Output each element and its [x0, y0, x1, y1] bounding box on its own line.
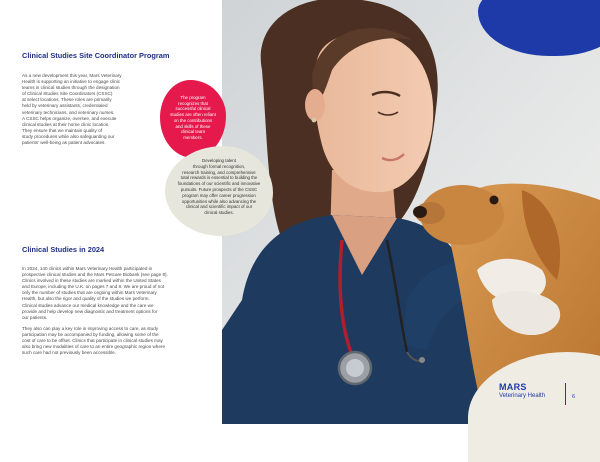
text-line: clinical and scientific impact of our	[185, 204, 253, 210]
text-line: recognizes that	[178, 100, 208, 106]
callout-red-text	[164, 95, 222, 141]
text-line: clinical team	[180, 129, 206, 135]
text-line: cost of care to be offset. Clinics that participate in clinical studies may	[22, 338, 163, 344]
clinical-studies-body	[22, 266, 222, 361]
text-line: opportunities while also advancing the	[181, 198, 257, 204]
text-line: participation may be accompanied by funding, allowing some of the	[22, 331, 159, 337]
text-line: studies are often reliant	[170, 112, 216, 118]
footer-divider	[565, 383, 566, 405]
text-line: and Europe, including the U.K. on pages 7 and 8. We are proud of not	[22, 284, 165, 290]
text-line: members.	[183, 134, 203, 140]
paragraph	[22, 326, 222, 356]
text-line: Health, but also the rigor and quality of the studies we perform.	[22, 296, 150, 302]
text-line: total rewards is essential to building the	[180, 175, 258, 181]
logo-wordmark: MARS	[499, 382, 527, 392]
section-heading-clinical-studies-2024: Clinical Studies in 2024	[22, 245, 105, 254]
text-line: of Clinical Studies Site Coordinators (CSSC)	[22, 91, 113, 97]
text-line: foundations of our scientific and innovative	[177, 181, 261, 187]
text-line: clinical studies.	[204, 210, 234, 216]
text-line: also bring new modalities of care to an entire geographic region where	[22, 344, 166, 350]
text-line: patients' well-being as patient advocates.	[22, 140, 106, 146]
text-line: teams in clinical studies through the designation	[22, 85, 120, 91]
text-line: and skills of these	[175, 123, 211, 129]
text-line: clinical studies at their home clinic location.	[22, 121, 110, 127]
text-line: Clinical studies advance our medical knowledge and the care we	[22, 302, 154, 308]
text-line: veterinary technicians, and veterinary nurses.	[22, 109, 115, 115]
text-line: only the number of studies that are ongoing within Mars Veterinary	[22, 290, 157, 296]
text-line: provide and help develop new diagnostic and treatment options for	[22, 308, 158, 314]
text-line: through formal recognition,	[192, 163, 246, 169]
text-line: They also can play a key role in improving access to care, as study	[22, 325, 159, 331]
paragraph	[22, 266, 222, 321]
text-line: pursuits. Future prospects of the CSSC	[180, 186, 258, 192]
text-line: research training, and comprehensive	[182, 169, 256, 175]
text-line: Developing talent	[202, 158, 236, 163]
page-number: 6	[572, 394, 576, 400]
logo-subtitle: Veterinary Health	[499, 393, 546, 399]
text-line: our patients.	[22, 314, 48, 320]
text-line: A CSSC helps organize, oversee, and execute	[22, 115, 117, 121]
text-line: The program	[180, 95, 206, 100]
text-line: Clinics involved in these studies are marked within the United States	[22, 278, 161, 284]
text-line: on the contributions	[173, 117, 213, 123]
callout-cream-text	[172, 158, 266, 216]
text-line: Health is supporting an initiative to engage clinic	[22, 79, 121, 85]
text-line: successful clinical	[175, 106, 211, 112]
callout-cream	[165, 146, 273, 236]
text-line: held by veterinary assistants, credentialed	[22, 103, 108, 109]
text-line: As a new development this year, Mars Veterinary	[22, 73, 122, 78]
site-coordinator-body	[22, 73, 162, 146]
text-line: at select locations. These roles are primarily	[22, 97, 112, 103]
text-line: such care had not previously been accessible.	[22, 350, 116, 356]
mars-veterinary-health-logo	[499, 383, 545, 400]
text-line: program may offer career progression	[182, 192, 256, 198]
text-line: prospective clinical studies and the Mars Petcare Biobank (see page 8).	[22, 272, 168, 278]
text-line: In 2024, 140 clinics within Mars Veterinary Health participated in	[22, 266, 153, 271]
text-line: study procedures while also safeguarding our	[22, 133, 115, 139]
section-heading-site-coordinator: Clinical Studies Site Coordinator Program	[22, 51, 170, 60]
text-line: They ensure that we maintain quality of	[22, 127, 102, 133]
